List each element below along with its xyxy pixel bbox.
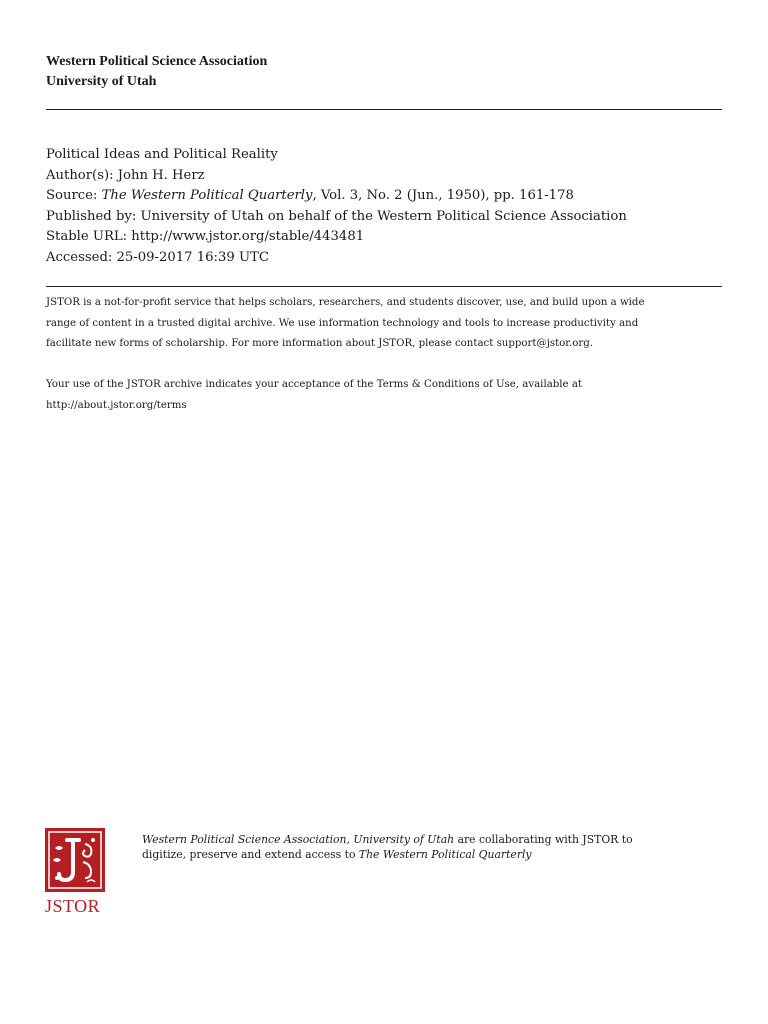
collab-middle: are collaborating with JSTOR to — [454, 833, 633, 846]
notice-line: facilitate new forms of scholarship. For more information about JSTOR, please contact support@jstor.org. — [46, 338, 594, 349]
jstor-logo — [45, 828, 107, 917]
stable-url-link[interactable]: http://www.jstor.org/stable/443481 — [131, 229, 365, 244]
collab-journal[interactable]: The Western Political Quarterly — [358, 848, 532, 861]
source-details: , Vol. 3, No. 2 (Jun., 1950), pp. 161-178 — [312, 188, 574, 203]
article-author-line — [46, 166, 627, 187]
article-title: Political Ideas and Political Reality — [46, 147, 278, 162]
terms-notice-paragraph — [46, 375, 726, 416]
journal-title[interactable]: The Western Political Quarterly — [101, 188, 313, 203]
collab-line-1 — [142, 832, 633, 847]
collab-prefix: digitize, preserve and extend access to — [142, 848, 359, 861]
notice-line: JSTOR is a not-for-profit service that helps scholars, researchers, and students discover, use, and build upon a wide — [46, 297, 645, 308]
stable-url-label: Stable URL: — [46, 229, 132, 244]
publisher-block — [46, 52, 267, 92]
source-label: Source: — [46, 188, 102, 203]
terms-line: Your use of the JSTOR archive indicates your acceptance of the Terms & Conditions of Use, available at — [46, 379, 582, 390]
terms-link[interactable]: http://about.jstor.org/terms — [46, 399, 187, 411]
middle-divider — [46, 286, 722, 287]
notice-line: range of content in a trusted digital archive. We use information technology and tools to increase productivity and — [46, 317, 639, 329]
collaboration-statement — [142, 832, 633, 862]
jstor-wordmark: JSTOR — [45, 896, 101, 916]
published-by-line: Published by: University of Utah on behalf of the Western Political Science Association — [46, 208, 627, 224]
top-divider — [46, 109, 722, 110]
author-label: Author(s): — [46, 167, 118, 183]
author-name: John H. Herz — [117, 167, 205, 183]
collab-line-2 — [142, 847, 633, 862]
accessed-line: Accessed: 25-09-2017 16:39 UTC — [46, 249, 269, 265]
jstor-emblem-icon — [45, 828, 105, 892]
article-metadata — [46, 145, 627, 268]
publisher-university: University of Utah — [46, 74, 157, 89]
publisher-name: Western Political Science Association — [46, 54, 268, 69]
stable-url-line — [46, 227, 627, 248]
collab-partners: Western Political Science Association, University of Utah — [142, 833, 455, 846]
jstor-notice-paragraph — [46, 293, 726, 355]
article-source-line — [46, 186, 627, 207]
